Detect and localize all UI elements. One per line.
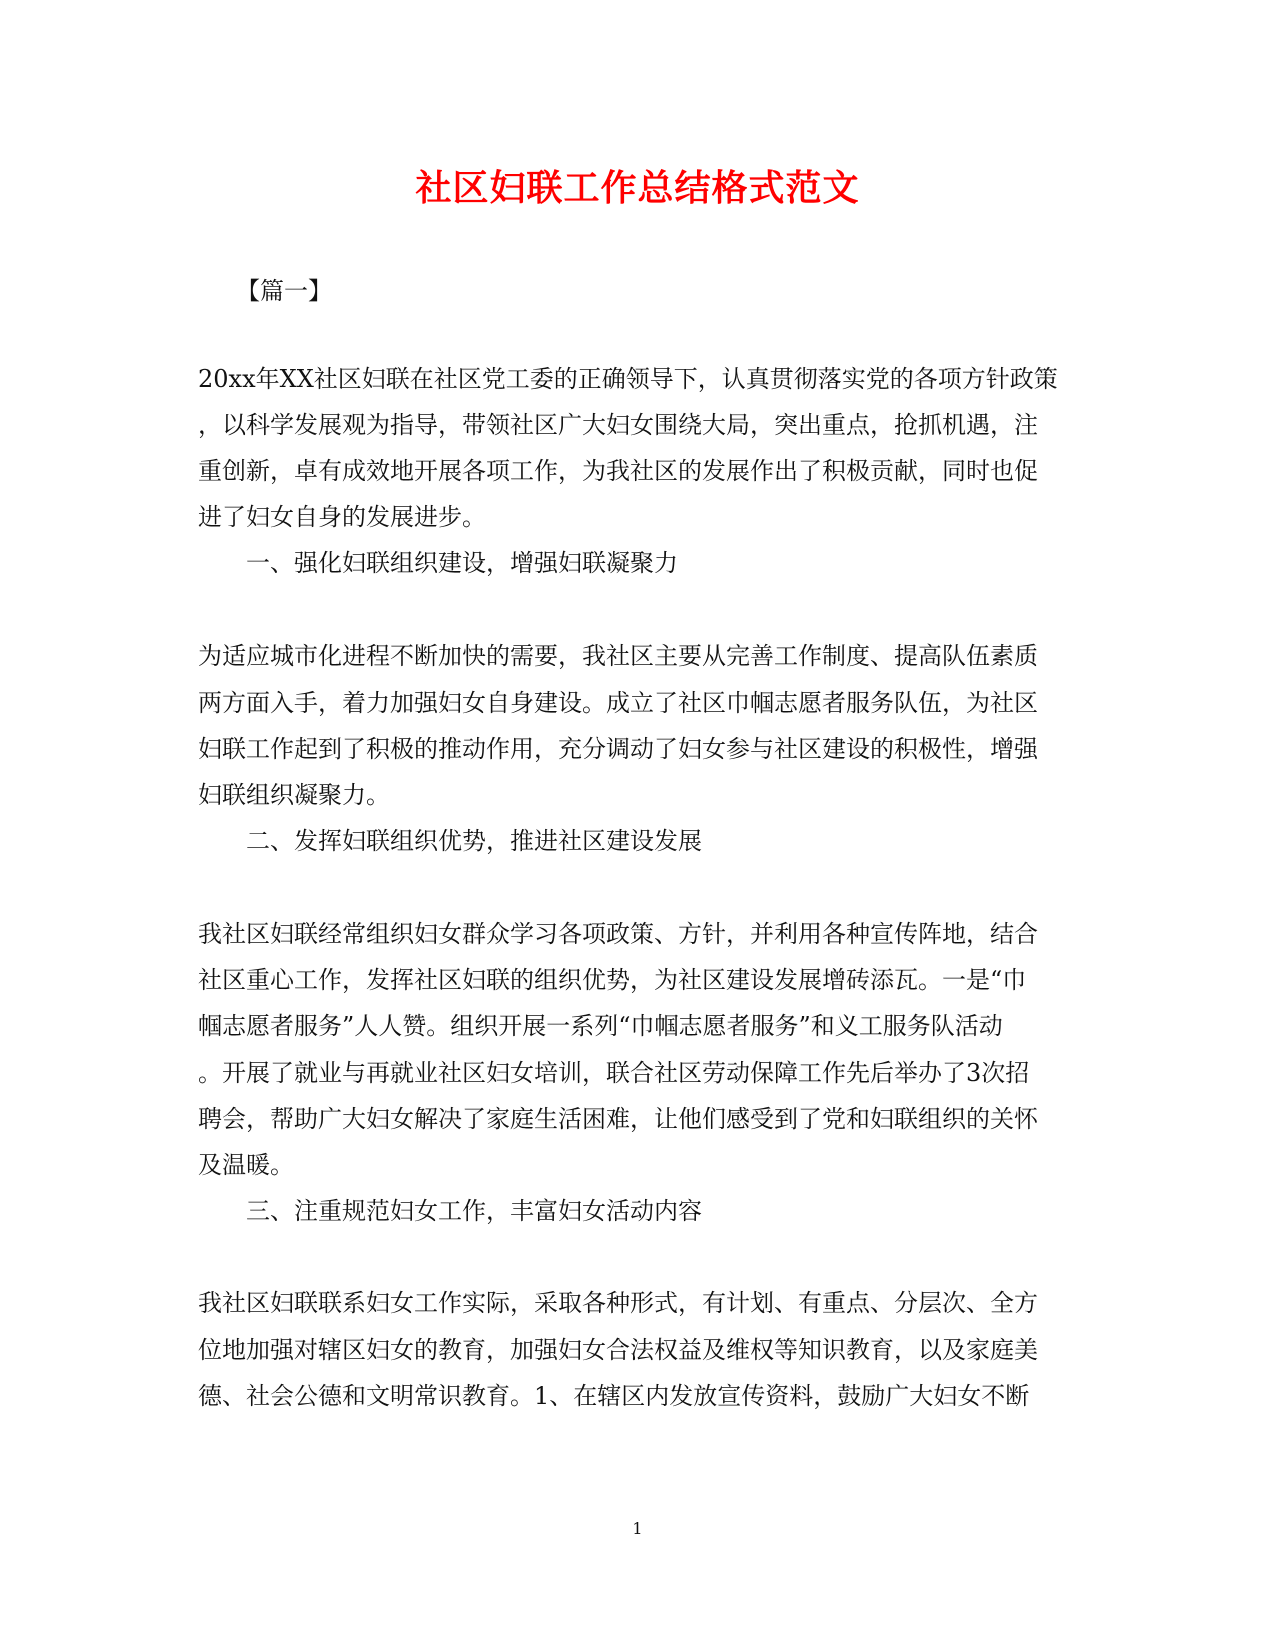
paragraph-line: 。开展了就业与再就业社区妇女培训，联合社区劳动保障工作先后举办了3次招 bbox=[198, 1059, 1030, 1087]
paragraph-line: 帼志愿者服务”人人赞。组织开展一系列“巾帼志愿者服务”和义工服务队活动 bbox=[198, 1012, 1003, 1040]
section-heading: 三、注重规范妇女工作，丰富妇女活动内容 bbox=[246, 1197, 702, 1225]
paragraph-line: 两方面入手，着力加强妇女自身建设。成立了社区巾帼志愿者服务队伍，为社区 bbox=[198, 689, 1038, 717]
paragraph-line: 20xx年XX社区妇联在社区党工委的正确领导下，认真贯彻落实党的各项方针政策 bbox=[198, 365, 1058, 393]
paragraph-line: 重创新，卓有成效地开展各项工作，为我社区的发展作出了积极贡献，同时也促 bbox=[198, 457, 1038, 485]
paragraph-line: 进了妇女自身的发展进步。 bbox=[198, 503, 486, 531]
paragraph-line: 德、社会公德和文明常识教育。1、在辖区内发放宣传资料，鼓励广大妇女不断 bbox=[198, 1382, 1030, 1410]
section-heading: 二、发挥妇联组织优势，推进社区建设发展 bbox=[246, 827, 702, 855]
section-heading: 一、强化妇联组织建设，增强妇联凝聚力 bbox=[246, 549, 678, 577]
paragraph-line: 为适应城市化进程不断加快的需要，我社区主要从完善工作制度、提高队伍素质 bbox=[198, 642, 1038, 670]
paragraph-line: 妇联工作起到了积极的推动作用，充分调动了妇女参与社区建设的积极性，增强 bbox=[198, 735, 1038, 763]
page-number: 1 bbox=[632, 1519, 643, 1538]
paragraph-line: 聘会，帮助广大妇女解决了家庭生活困难，让他们感受到了党和妇联组织的关怀 bbox=[198, 1105, 1038, 1133]
paragraph-line: ，以科学发展观为指导，带领社区广大妇女围绕大局，突出重点，抢抓机遇，注 bbox=[198, 411, 1038, 439]
section-marker: 【篇一】 bbox=[236, 277, 332, 305]
paragraph-line: 位地加强对辖区妇女的教育，加强妇女合法权益及维权等知识教育，以及家庭美 bbox=[198, 1336, 1038, 1364]
paragraph-line: 及温暖。 bbox=[198, 1151, 294, 1179]
paragraph-line: 妇联组织凝聚力。 bbox=[198, 781, 390, 809]
paragraph-line: 社区重心工作，发挥社区妇联的组织优势，为社区建设发展增砖添瓦。一是“巾 bbox=[198, 966, 1027, 994]
paragraph-line: 我社区妇联联系妇女工作实际，采取各种形式，有计划、有重点、分层次、全方 bbox=[198, 1289, 1038, 1317]
paragraph-line: 我社区妇联经常组织妇女群众学习各项政策、方针，并利用各种宣传阵地，结合 bbox=[198, 920, 1038, 948]
page-title: 社区妇联工作总结格式范文 bbox=[415, 167, 860, 209]
